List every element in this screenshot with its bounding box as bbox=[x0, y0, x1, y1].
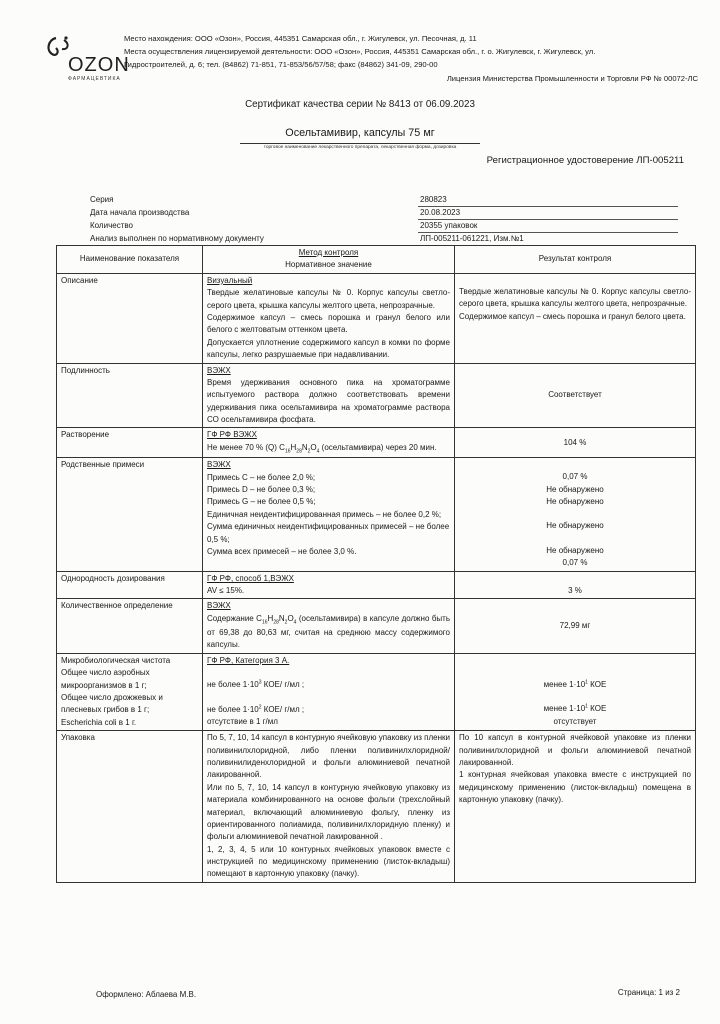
meta-value-start-date: 20.08.2023 bbox=[420, 208, 461, 217]
norm-text bbox=[207, 442, 450, 456]
result-text: Не обнаружено bbox=[546, 521, 604, 531]
indicator-name: Упаковка bbox=[57, 731, 203, 883]
indicator-name: Подлинность bbox=[57, 363, 203, 428]
method-label: ВЭЖХ bbox=[207, 601, 231, 611]
meta-label-series: Серия bbox=[90, 195, 114, 204]
method-label: ГФ РФ, Категория 3 А. bbox=[207, 655, 290, 665]
table-row bbox=[57, 571, 696, 599]
norm-cell bbox=[203, 428, 455, 458]
license-activity-line-2: Гидростроителей, д. 6; тел. (84862) 71-851, 71-853/56/57/58; факс (84862) 341-09, 290-00 bbox=[124, 60, 438, 69]
license-number: Лицензия Министерства Промышленности и Торговли РФ № 00072-ЛС bbox=[446, 74, 698, 83]
norm-cell bbox=[203, 363, 455, 428]
meta-underline bbox=[418, 206, 678, 207]
norm-text: 1, 2, 3, 4, 5 или 10 контурных ячейковых упаковок вместе с инструкцией по медицинскому применению (листок-вкладыш) помещают в картонную упаковку (пачку). bbox=[207, 844, 450, 879]
formula-subscript: 16 bbox=[284, 448, 291, 455]
meta-label-normative-doc: Анализ выполнен по нормативному документу bbox=[90, 234, 264, 243]
method-label: ГФ РФ ВЭЖХ bbox=[207, 430, 257, 440]
norm-text: Примесь D – не более 0,3 %; bbox=[207, 484, 316, 494]
result-cell bbox=[455, 273, 696, 363]
company-address: Место нахождения: ООО «Озон», Россия, 445351 Самарская обл., г. Жигулевск, ул. Песочная, д. 11 bbox=[124, 34, 477, 43]
norm-text: Допускается уплотнение содержимого капсул в комки по форме капсулы, легко разрушаемые при надавливании. bbox=[207, 337, 450, 360]
indicator-subname: Общее число дрожжевых и плесневых грибов в 1 г; bbox=[61, 693, 163, 715]
indicator-name bbox=[57, 653, 203, 730]
logo-subtitle: ФАРМАЦЕВТИКА bbox=[68, 76, 121, 82]
meta-underline bbox=[418, 219, 678, 220]
result-cell bbox=[455, 653, 696, 730]
result-value: менее 1·10 bbox=[543, 704, 586, 714]
method-label: ВЭЖХ bbox=[207, 365, 231, 375]
norm-value: не более 1·10 bbox=[207, 680, 259, 690]
norm-text: AV ≤ 15%. bbox=[207, 585, 245, 595]
product-underline bbox=[240, 143, 480, 144]
norm-text: Сумма единичных неидентифицированных примесей – не более 0,5 %; bbox=[207, 522, 450, 544]
result-unit: КОЕ bbox=[587, 704, 607, 714]
indicator-name: Описание bbox=[57, 273, 203, 363]
norm-text: По 5, 7, 10, 14 капсул в контурную ячейковую упаковку из пленки поливинилхлоридной, либо пленки поливинилхлоридной/поливинилиденхлоридной и фольги алюминиевой печатной лакированной. bbox=[207, 733, 450, 780]
formula-subscript: 2 bbox=[307, 448, 311, 455]
result-cell: 72,99 мг bbox=[455, 599, 696, 654]
license-activity-line-1: Места осуществления лицензируемой деятельности: ООО «Озон», Россия, 445351 Самарская обл., г. о. Жигулевск, г. Жигулевск, ул. bbox=[124, 47, 596, 56]
result-unit: КОЕ bbox=[587, 679, 607, 689]
result-cell bbox=[455, 458, 696, 571]
indicator-name: Родственные примеси bbox=[57, 458, 203, 571]
table-row bbox=[57, 273, 696, 363]
formula-element: O bbox=[287, 613, 294, 623]
formula-subscript: 4 bbox=[316, 448, 320, 455]
result-text: отсутствует bbox=[553, 716, 597, 726]
result-value: менее 1·10 bbox=[543, 679, 586, 689]
table-row bbox=[57, 653, 696, 730]
formula-text: Не менее 70 % (Q) C bbox=[207, 442, 285, 452]
header-result: Результат контроля bbox=[455, 246, 696, 274]
norm-cell bbox=[203, 731, 455, 883]
result-text: 1 контурная ячейковая упаковка вместе с инструкцией по медицинскому применению (листок-вкладыш) помещена в картонную упаковку (пачку). bbox=[459, 770, 691, 805]
meta-value-series: 280823 bbox=[420, 195, 447, 204]
quality-table bbox=[56, 245, 696, 883]
indicator-name: Однородность дозирования bbox=[57, 571, 203, 599]
header-method bbox=[203, 246, 455, 274]
formula-subscript: 28 bbox=[273, 619, 279, 626]
logo-wordmark: OZON bbox=[68, 54, 130, 76]
norm-text: Примесь С – не более 2,0 %; bbox=[207, 472, 316, 482]
meta-label-start-date: Дата начала производства bbox=[90, 208, 190, 217]
table-header-row bbox=[57, 246, 696, 274]
result-text: 0,07 % bbox=[562, 558, 588, 568]
norm-value: не более 1·10 bbox=[207, 704, 259, 714]
result-text: Содержимое капсул – смесь порошка и гранул белого цвета. bbox=[459, 311, 686, 321]
exponent: 3 bbox=[258, 679, 262, 686]
header-norm-label: Нормативное значение bbox=[285, 260, 372, 270]
norm-text bbox=[207, 613, 450, 652]
result-text: Твердые желатиновые капсулы № 0. Корпус капсулы светло-серого цвета, крышка капсулы желтого цвета, непрозрачные. bbox=[459, 286, 691, 309]
registration-certificate: Регистрационное удостоверение ЛП-005211 bbox=[486, 155, 684, 166]
formula-subscript: 28 bbox=[296, 448, 302, 455]
formula-element: N bbox=[278, 613, 285, 623]
exponent: 2 bbox=[258, 703, 262, 710]
norm-unit: КОЕ/ г/мл ; bbox=[261, 680, 305, 690]
norm-text: Или по 5, 7, 10, 14 капсул в контурную ячейковую упаковку из материала комбинированного на основе фольги (трехслойный материал, включающий алюминиевую фольгу, пленку из ориентированного полиамида, поливинилхлоридную пленку) и фольги алюминиевой печатной лакированной . bbox=[207, 782, 450, 842]
norm-text: Сумма всех примесей – не более 3,0 %. bbox=[207, 546, 357, 556]
exponent: 1 bbox=[585, 703, 588, 710]
table-row bbox=[57, 599, 696, 654]
prepared-by: Оформлено: Аблаева М.В. bbox=[96, 990, 197, 999]
formula-element: N bbox=[301, 442, 308, 452]
norm-text: отсутствие в 1 г/мл bbox=[207, 717, 278, 727]
result-text: Не обнаружено bbox=[546, 484, 604, 494]
page-number: Страница: 1 из 2 bbox=[617, 988, 680, 997]
indicator-name: Растворение bbox=[57, 428, 203, 458]
result-text bbox=[459, 679, 691, 691]
norm-cell bbox=[203, 599, 455, 654]
result-cell: 3 % bbox=[455, 571, 696, 599]
norm-text: Время удерживания основного пика на хроматограмме испытуемого раствора должно соответствовать времени удерживания пика осельтамивира на хроматограмме раствора СО осельтамивира фосфата. bbox=[207, 377, 450, 425]
norm-text: Примесь G – не более 0,5 %; bbox=[207, 497, 316, 507]
norm-unit: КОЕ/ г/мл ; bbox=[261, 704, 305, 714]
table-row bbox=[57, 363, 696, 428]
table-row bbox=[57, 428, 696, 458]
result-cell: Соответствует bbox=[455, 363, 696, 428]
formula-text: (осельтамивира) через 20 мин. bbox=[319, 442, 437, 452]
method-label: ГФ РФ, способ 1,ВЭЖХ bbox=[207, 573, 294, 583]
product-title: Осельтамивир, капсулы 75 мг bbox=[285, 127, 435, 139]
result-text: Не обнаружено bbox=[546, 545, 604, 555]
indicator-name: Количественное определение bbox=[57, 599, 203, 654]
meta-underline bbox=[418, 232, 678, 233]
formula-element: O bbox=[310, 442, 317, 452]
result-text: По 10 капсул в контурной ячейковой упаковке из пленки поливинилхлоридной и фольги алюминиевой печатной лакированной. bbox=[459, 733, 691, 767]
table-row bbox=[57, 731, 696, 883]
formula-subscript: 16 bbox=[261, 619, 268, 626]
company-logo bbox=[40, 32, 130, 82]
indicator-name: Микробиологическая чистота bbox=[61, 655, 171, 665]
certificate-title: Сертификат качества серии № 8413 от 06.09.2023 bbox=[245, 99, 475, 110]
norm-text: Твердые желатиновые капсулы № 0. Корпус капсулы светло-серого цвета, крышка капсулы желтого цвета, непрозрачные. bbox=[207, 288, 450, 310]
result-text bbox=[459, 703, 691, 715]
norm-cell bbox=[203, 571, 455, 599]
norm-text: Содержимое капсул – смесь порошка и гранул белого или белого с желтоватым оттенком цвета. bbox=[207, 312, 450, 335]
norm-text bbox=[207, 679, 450, 691]
meta-value-normative-doc: ЛП-005211-061221, Изм.№1 bbox=[420, 234, 524, 243]
meta-label-quantity: Количество bbox=[90, 221, 133, 230]
norm-cell bbox=[203, 458, 455, 571]
method-label: Визуальный bbox=[207, 275, 253, 285]
indicator-subname: Escherichia coli в 1 г. bbox=[61, 717, 137, 727]
product-subtitle: торговое наименование лекарственного препарата, лекарственная форма, дозировка bbox=[263, 145, 457, 150]
result-text: 0,07 % bbox=[562, 472, 588, 482]
formula-subscript: 4 bbox=[293, 619, 297, 626]
indicator-subname: Общее число аэробных микроорганизмов в 1 г; bbox=[61, 668, 150, 690]
method-label: ВЭЖХ bbox=[207, 460, 231, 470]
formula-text: Содержание C bbox=[207, 613, 262, 623]
result-cell bbox=[455, 731, 696, 883]
norm-text bbox=[207, 704, 450, 716]
header-indicator: Наименование показателя bbox=[57, 246, 203, 274]
formula-subscript: 2 bbox=[284, 619, 288, 626]
formula-text: (осельтамивира) в капсуле должно быть от 69,38 до 80,63 мг, считая на среднюю массу содержимого капсулы. bbox=[207, 613, 450, 650]
formula-element: H bbox=[290, 442, 297, 452]
result-cell: 104 % bbox=[455, 428, 696, 458]
norm-cell bbox=[203, 653, 455, 730]
exponent: 1 bbox=[585, 679, 588, 686]
meta-value-quantity: 20355 упаковок bbox=[420, 221, 478, 230]
norm-cell bbox=[203, 273, 455, 363]
norm-text: Единичная неидентифицированная примесь – не более 0,2 %; bbox=[207, 509, 442, 519]
formula-element: H bbox=[267, 613, 274, 623]
table-row bbox=[57, 458, 696, 571]
result-text: Не обнаружено bbox=[546, 496, 604, 506]
header-method-label: Метод контроля bbox=[298, 248, 359, 257]
